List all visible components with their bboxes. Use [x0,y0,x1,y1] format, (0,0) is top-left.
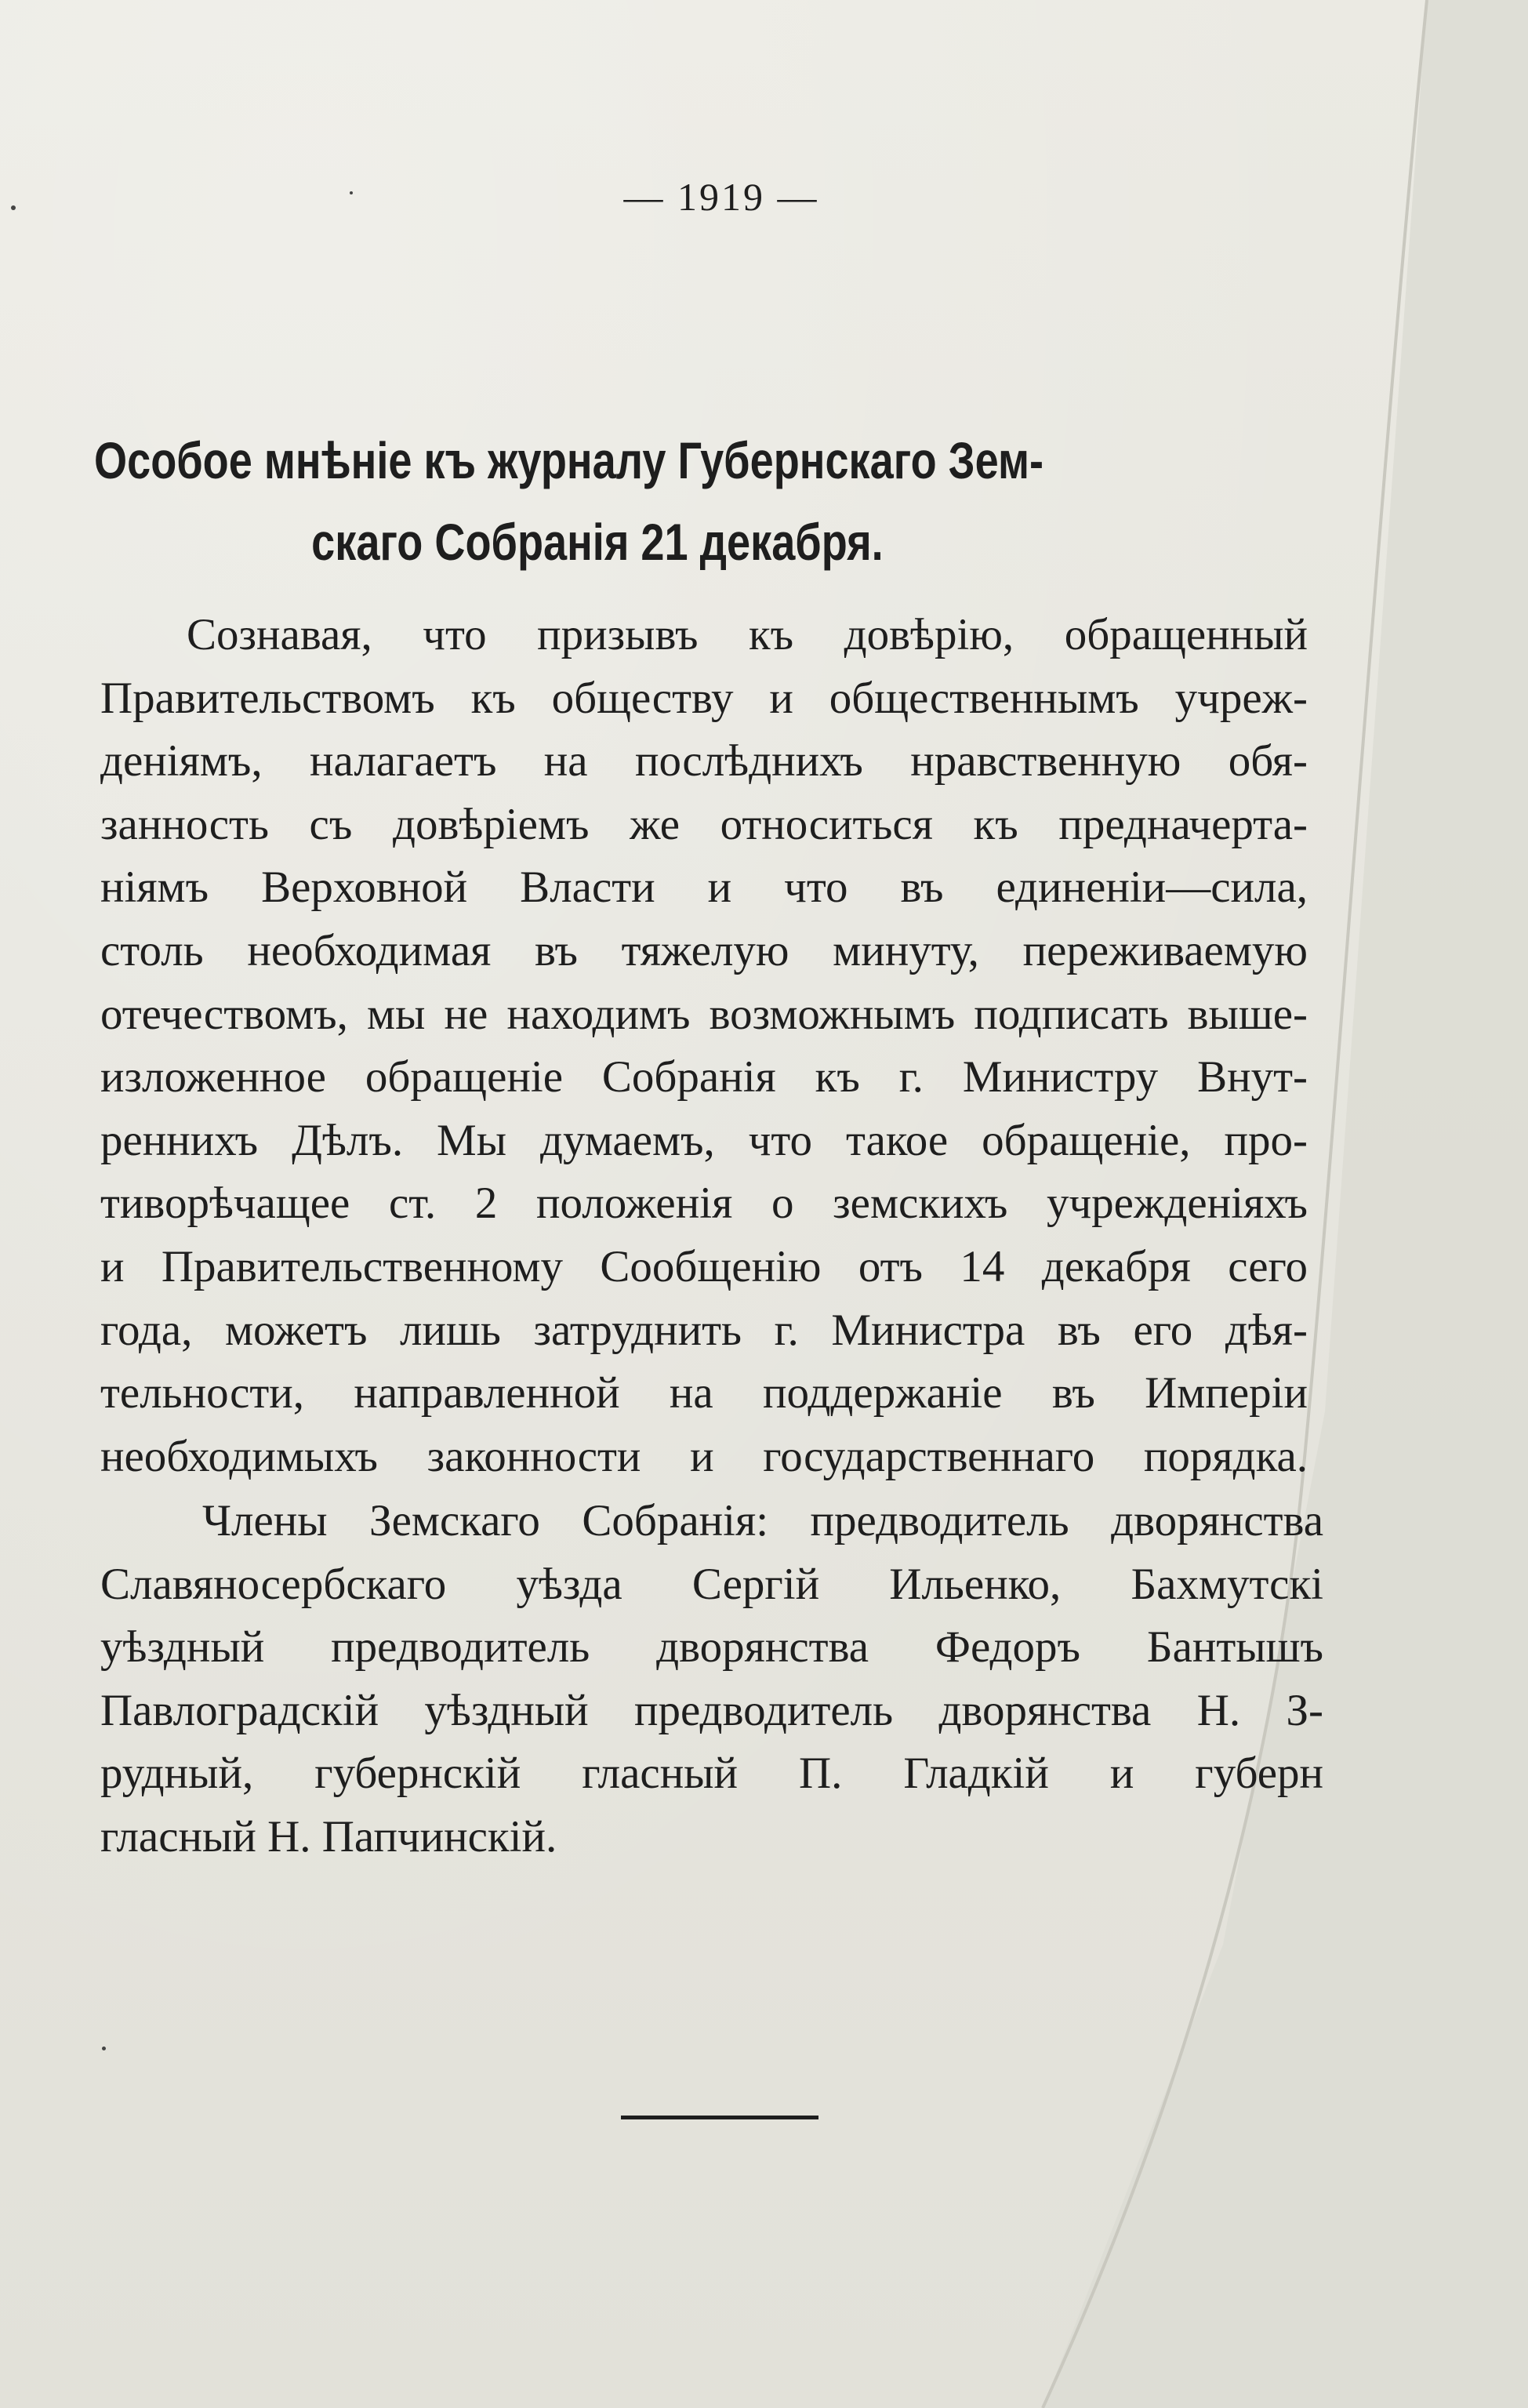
signature-line: уѣздный предводитель дворянства Федоръ Бантышъ [100,1622,1323,1673]
body-line: необходимыхъ законности и государственнаго порядка. [100,1431,1308,1481]
body-line: реннихъ Дѣлъ. Мы думаемъ, что такое обращеніе, про- [100,1115,1308,1165]
ink-speck [350,191,353,194]
body-paragraph [100,604,1308,1488]
body-line: года, можетъ лишь затруднить г. Министра въ его дѣя- [100,1305,1308,1355]
signature-line: Славяносербскаго уѣзда Сергій Ильенко, Бахмутскі [100,1559,1323,1609]
end-rule-divider [621,2116,818,2119]
signatures-paragraph [100,1490,1323,1869]
body-line: Сознавая, что призывъ къ довѣрію, обращенный [187,610,1308,659]
body-line: изложенное обращеніе Собранія къ г. Министру Внут- [100,1052,1308,1102]
body-line: и Правительственному Сообщенію отъ 14 декабря сего [100,1241,1308,1291]
body-line: Правительствомъ къ обществу и общественнымъ учреж- [100,673,1308,723]
document-title [94,419,1338,583]
body-line: столь необходимая въ тяжелую минуту, переживаемую [100,925,1308,975]
signature-line: Павлоградскій уѣздный предводитель дворянства Н. З- [100,1685,1323,1735]
body-line: тиворѣчащее ст. 2 положенія о земскихъ учрежденіяхъ [100,1179,1308,1229]
body-line: отечествомъ, мы не находимъ возможнымъ подписать выше- [100,989,1308,1039]
body-line: деніямъ, налагаетъ на послѣднихъ нравственную обя- [100,736,1308,786]
ink-speck [11,205,16,210]
body-line: тельности, направленной на поддержаніе въ Имперіи [100,1368,1308,1418]
title-line-1: Особое мнѣніе къ журналу Губернскаго Зем- [94,431,1044,489]
title-line-2: скаго Собранія 21 декабря. [311,513,884,571]
signature-line: Члены Земскаго Собранія: предводитель дворянства [202,1496,1323,1545]
signature-line: гласный Н. Папчинскій. [100,1811,557,1861]
signature-line: рудный, губернскій гласный П. Гладкій и губерн [100,1749,1323,1799]
body-line: занность съ довѣріемъ же относиться къ предначерта- [100,799,1308,849]
ink-speck [102,2047,106,2050]
body-line: ніямъ Верховной Власти и что въ единеніи—сила, [100,863,1308,913]
page-number: — 1919 — [623,175,819,219]
